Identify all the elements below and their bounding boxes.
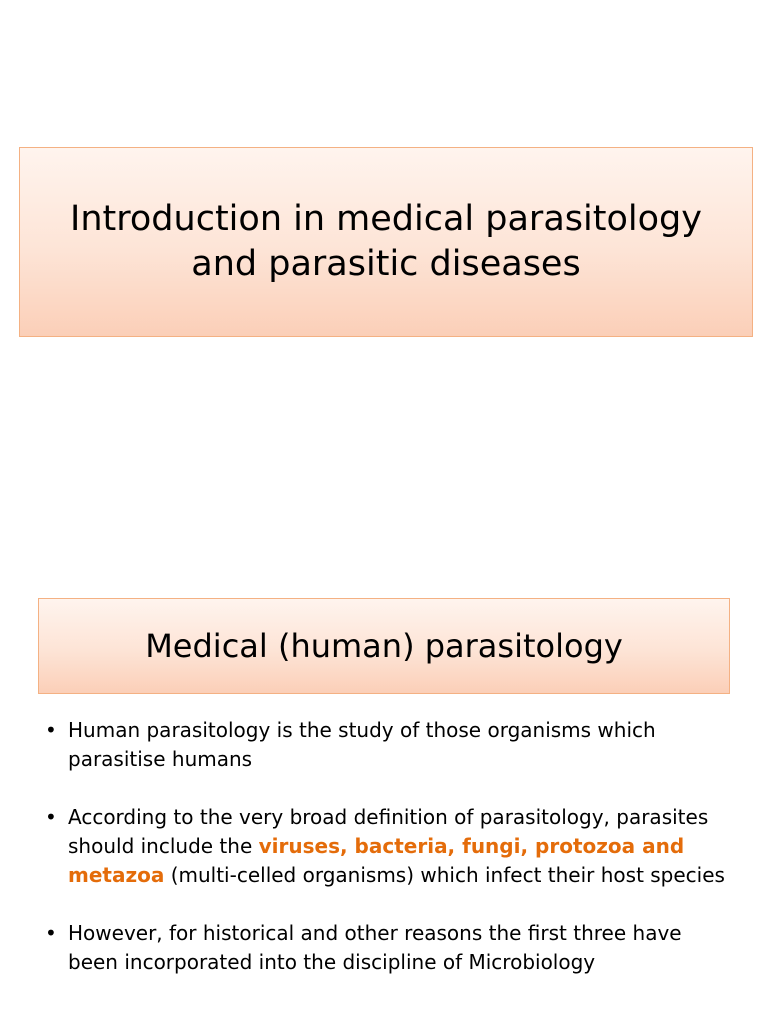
page-title-line-2: and parasitic diseases [191, 244, 581, 284]
bullet-highlight-text: viruses, bacteria, fungi, protozoa and metazoa [68, 834, 685, 887]
bullet-icon: • [45, 921, 57, 945]
bullet-item-2 [0, 803, 768, 890]
bullet-text-before: According to the very broad definition of parasitology, parasites should include the [68, 805, 709, 858]
page-title-line-1: Introduction in medical parasitology [70, 199, 702, 239]
bullet-text: However, for historical and other reasons the first three have been incorporated into the discipline of Microbiology [68, 921, 682, 974]
bullet-icon: • [45, 718, 57, 742]
section-heading-box [38, 598, 730, 694]
bullet-text: Human parasitology is the study of those organisms which parasitise humans [68, 718, 656, 771]
bullet-item-3 [0, 919, 768, 977]
section-heading: Medical (human) parasitology [145, 627, 623, 665]
title-slide-box [19, 147, 753, 337]
bullet-icon: • [45, 805, 57, 829]
bullet-text-after: (multi-celled organisms) which infect their host species [164, 863, 725, 887]
page-title [70, 197, 702, 287]
bullet-item-1 [0, 716, 768, 774]
bullet-list [0, 716, 768, 1006]
